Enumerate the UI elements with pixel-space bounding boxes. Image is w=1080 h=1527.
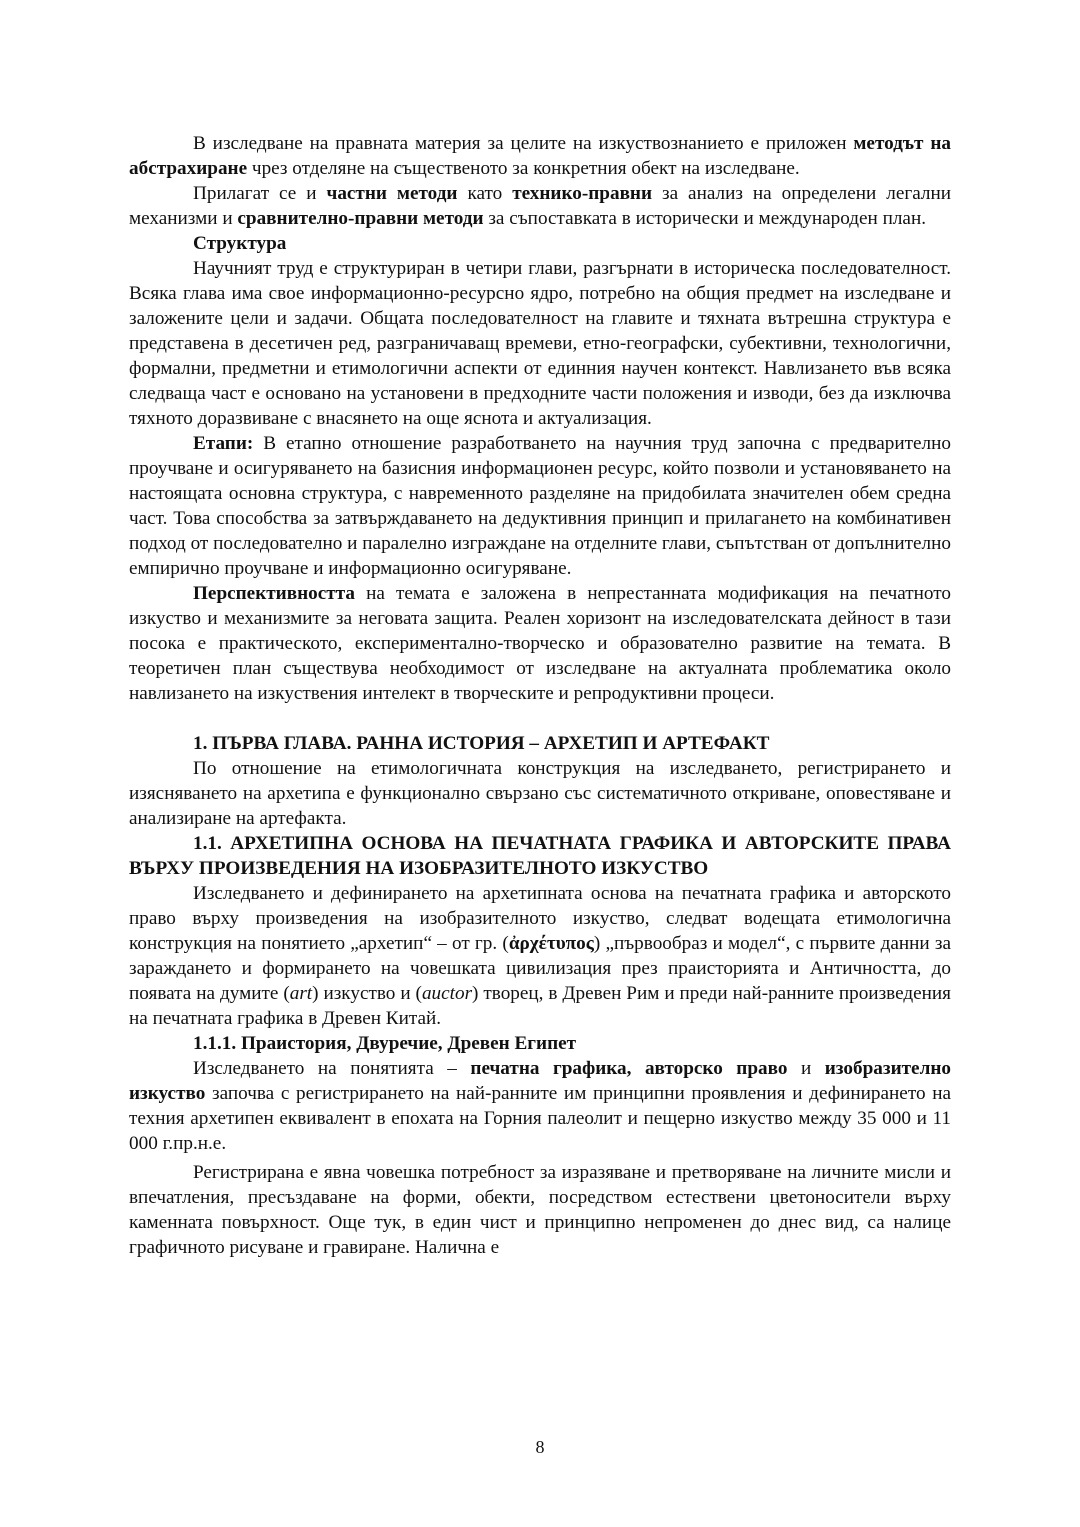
paragraph-perspective: Перспективността на темата е заложена в непрестанната модификация на печатното изкуство и механизмите за неговата защита. Реален хоризонт на изследователската дейност в тази посока е практическото, експериментално-творческо и образователно развитие на темата. В теоретичен план съществува необходимост от изследване на актуалната проблематика около навлизането на изкуствения интелект в творческите и репродуктивни процеси. <box>129 583 951 704</box>
latin-term-auctor: auctor <box>421 983 473 1004</box>
heading-structure: Структура <box>193 233 287 254</box>
bold-term: частни методи <box>326 183 458 204</box>
paragraph-structure: Научният труд е структуриран в четири глави, разгърнати в историческа последователност. Всяка глава има свое информационно-ресурсно ядро, потребно на общия предмет на изследване и заложените цели и задачи. Общата последователност на главите и тяхната вътрешна структура е представена в десетичен ред, разграничаващ времеви, етно-географски, субективни, технологични, формални, предметни и етимологични аспекти от единния научен контекст. Навлизането във всяка следваща част е основано на установени в предходните части положения и изводи, без да изключва тяхното доразвиване с внасянето на още яснота и актуализация. <box>129 258 951 429</box>
chapter-1-heading: 1. ПЪРВА ГЛАВА. РАННА ИСТОРИЯ – АРХЕТИП И АРТЕФАКТ <box>193 733 770 754</box>
bold-term: сравнително-правни методи <box>237 208 484 229</box>
paragraph-section-1-1: Изследването и дефинирането на архетипната основа на печатната графика и авторското право върху произведения на изобразителното изкуство, следват водещата етимологична конструкция на понятието „архетип“ – от гр. (ἀρχέτυπος) „първообраз и модел“, с първите данни за зараждането и формирането на човешката цивилизация през праисторията и Античността, до появата на думите (art) изкуство и (auctor) творец, в Древен Рим и преди най-ранните произведения на печатната графика в Древен Китай. <box>129 883 952 1029</box>
bold-term: печатна графика, авторско право <box>470 1058 788 1079</box>
bold-label: Етапи: <box>193 433 254 454</box>
paragraph-methods-abstraction: В изследване на правната материя за целите на изкуствознанието е приложен методът на абстрахиране чрез отделяне на същественото за конкретния обект на изследване. <box>129 133 951 179</box>
page-body <box>129 131 951 1260</box>
section-1-1-1-heading: 1.1.1. Праистория, Двуречие, Древен Египет <box>193 1033 577 1054</box>
bold-label: Перспективността <box>193 583 355 604</box>
paragraph-stages: Етапи: В етапно отношение разработването на научния труд започна с предварително проучване и осигуряването на базисния информационен ресурс, който позволи и установяването на настоящата основна структура, с навременното разделяне на придобилата значителен обем средна част. Това способства за затвърждаването на дедуктивния принцип и прилагането на комбинативен подход от последователно и паралелно изграждане на отделните глави, съпътстван от допълнително емпирично проучване и информационно осигуряване. <box>129 433 951 579</box>
paragraph-particular-methods: Прилагат се и частни методи като технико-правни за анализ на определени легални механизми и сравнително-правни методи за съпоставката в исторически и международен план. <box>129 183 951 229</box>
greek-term: ἀρχέτυπος <box>508 933 594 954</box>
bold-term: методът на абстрахиране <box>129 133 951 179</box>
bold-term: изобразително изкуство <box>129 1058 951 1104</box>
paragraph-chapter-1-intro: По отношение на етимологичната конструкция на изследването, регистрирането и изясняването на архетипа е функционално свързано със систематичното откриване, оповестяване и анализиране на артефакта. <box>129 758 951 829</box>
paragraph-last: Регистрирана е явна човешка потребност за изразяване и претворяване на личните мисли и впечатления, пресъздаване на форми, обекти, посредством естествени цветоносители върху каменната повърхност. Още тук, в един чист и принципно непроменен до днес вид, са налице графичното рисуване и гравиране. Налична е <box>129 1162 951 1258</box>
section-1-1-heading: 1.1. АРХЕТИПНА ОСНОВА НА ПЕЧАТНАТА ГРАФИКА И АВТОРСКИТЕ ПРАВА ВЪРХУ ПРОИЗВЕДЕНИЯ НА ИЗОБРАЗИТЕЛНОТО ИЗКУСТВО <box>129 833 951 879</box>
page-number: 8 <box>535 1437 545 1457</box>
paragraph-section-1-1-1: Изследването на понятията – печатна графика, авторско право и изобразително изкуство започва с регистрирането на най-ранните им принципни проявления и дефинирането на техния архетипен еквивалент в епохата на Горния палеолит и пещерно изкуство между 35 000 и 11 000 г.пр.н.е. <box>129 1058 951 1154</box>
bold-term: технико-правни <box>512 183 653 204</box>
latin-term-art: art <box>289 983 313 1004</box>
